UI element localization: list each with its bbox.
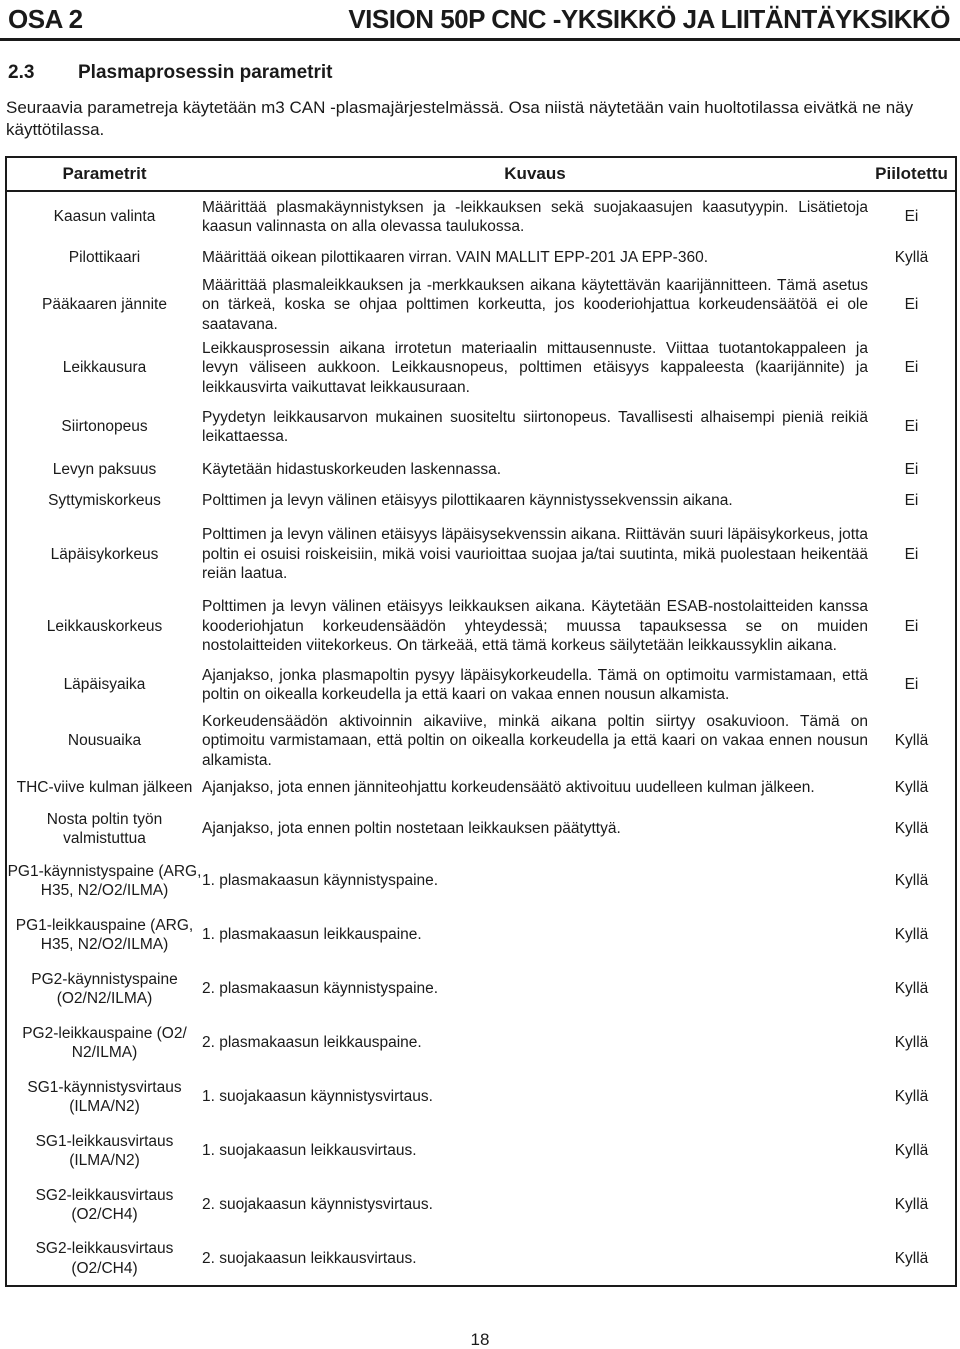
table-row: [6, 962, 956, 1016]
parameter-hidden-flag: Ei: [904, 359, 919, 377]
parameter-description: 2. plasmakaasun leikkauspaine.: [202, 1034, 422, 1052]
table-row: [6, 400, 956, 454]
parameter-description: 1. plasmakaasun leikkauspaine.: [202, 926, 422, 944]
table-row: [6, 908, 956, 962]
table-row: [6, 804, 956, 854]
parameter-name: THC-viive kulman jälkeen: [16, 779, 193, 797]
parameter-description: Korkeudensäädön aktivoinnin aikaviive, minkä aikana poltin siirtyy osakuvioon. Tämä on optimoitu varmistamaan, että poltin on oikealla korkeudella ja että kaari on vakaa ennen nousun alkamista.: [202, 712, 868, 769]
parameter-name: PG2-käynnistyspaine (O2/N2/ILMA): [31, 970, 178, 1007]
parameter-hidden-flag: Kyllä: [894, 732, 929, 750]
parameter-description: Ajanjakso, jonka plasmapoltin pysyy läpäisykorkeudella. Tämä on optimoitu varmistamaan, että poltin on oikealla korkeudella ja että kaari on vakaa ennen nousun alkamista.: [202, 666, 868, 703]
parameter-hidden-flag: Kyllä: [894, 1142, 929, 1160]
parameter-description: Määrittää plasmakäynnistyksen ja -leikkauksen sekä suojakaasujen kaasutyypin. Lisätietoja kaasun valinnasta on alla olevassa taulukossa.: [202, 198, 868, 235]
page-header: [0, 0, 960, 40]
parameter-hidden-flag: Ei: [904, 296, 919, 314]
table-row: [6, 274, 956, 336]
parameter-name: Nousuaika: [67, 732, 142, 750]
parameter-hidden-flag: Kyllä: [894, 1196, 929, 1214]
parameter-description: 2. suojakaasun käynnistysvirtaus.: [202, 1196, 433, 1214]
table-header-row: [6, 157, 956, 191]
parameter-name: Kaasun valinta: [53, 208, 156, 226]
document-title: VISION 50P CNC -YKSIKKÖ JA LIITÄNTÄYKSIKKÖ: [348, 4, 950, 34]
parameter-hidden-flag: Kyllä: [894, 249, 929, 267]
parameter-hidden-flag: Ei: [904, 676, 919, 694]
table-row: [6, 1232, 956, 1286]
table-row: [6, 1124, 956, 1178]
parameter-description: Ajanjakso, jota ennen jänniteohjattu korkeudensäätö aktivoituu uudelleen kulman jälkeen.: [202, 779, 815, 797]
parameter-name: Läpäisyaika: [63, 676, 146, 694]
parameter-name: SG1-leikkausvirtaus (ILMA/N2): [35, 1132, 174, 1169]
parameter-name: SG2-leikkausvirtaus (O2/CH4): [35, 1186, 174, 1223]
parameter-name: Pilottikaari: [68, 249, 141, 267]
table-row: [6, 772, 956, 804]
table-row: [6, 485, 956, 516]
parameter-description: Määrittää plasmaleikkauksen ja -merkkauksen aikana käytettävän kaarijännitteen. Tämä asetus on tärkeä, koska se ohjaa polttimen korkeutta, jos kooderiohjattua korkeudensäätöä ei ole saatavana.: [202, 276, 868, 333]
parameter-name: Leikkausura: [62, 359, 147, 377]
parameter-name: Leikkauskorkeus: [46, 617, 163, 635]
table-row: [6, 242, 956, 274]
column-header-hidden: Piilotettu: [868, 157, 956, 191]
parameter-name: Siirtonopeus: [61, 418, 148, 436]
parameter-name: SG2-leikkausvirtaus (O2/CH4): [35, 1240, 174, 1277]
parameter-name: Levyn paksuus: [52, 460, 157, 478]
parameter-hidden-flag: Kyllä: [894, 872, 929, 890]
parameter-description: Leikkausprosessin aikana irrotetun materiaalin mittausennuste. Viittaa tuotantokappaleen ja levyn väliseen aukkoon. Leikkausnopeus, polttimen etäisyys kappaleesta (kaarijännite) ja leikkausvirta vaikuttavat leikkausuraan.: [202, 339, 868, 396]
parameter-description: Käytetään hidastuskorkeuden laskennassa.: [202, 460, 502, 478]
table-row: [6, 1016, 956, 1070]
section-number: 2.3: [8, 62, 35, 83]
parameter-name: PG2-leikkauspaine (O2/ N2/ILMA): [22, 1024, 187, 1061]
column-header-parameter: Parametrit: [6, 157, 202, 191]
parameter-description: 1. suojakaasun leikkausvirtaus.: [202, 1142, 417, 1160]
parameter-description: Polttimen ja levyn välinen etäisyys leikkauksen aikana. Käytetään ESAB-nostolaitteiden kanssa kooderiohjatun korkeudensäädön yhteydessä; muussa tapauksessa se on muiden nostolaitteiden viitekorkeus. On tärkeää, että tämä korkeus säilytetään leikkaussyklin aikana.: [202, 598, 868, 655]
parameter-description: Määrittää oikean pilottikaaren virran. VAIN MALLIT EPP-201 JA EPP-360.: [202, 249, 709, 267]
parameter-hidden-flag: Ei: [904, 491, 919, 509]
table-row: [6, 854, 956, 908]
parameter-name: Läpäisykorkeus: [50, 545, 159, 563]
parameter-hidden-flag: Kyllä: [894, 1088, 929, 1106]
table-row: [6, 593, 956, 660]
parameter-hidden-flag: Kyllä: [894, 980, 929, 998]
parameter-hidden-flag: Ei: [904, 418, 919, 436]
parameter-description: Ajanjakso, jota ennen poltin nostetaan leikkauksen päätyttyä.: [202, 820, 621, 838]
table-row: [6, 1178, 956, 1232]
table-row: [6, 710, 956, 772]
parameter-name: Nosta poltin työn valmistuttua: [46, 810, 163, 847]
intro-paragraph: Seuraavia parametreja käytetään m3 CAN -plasmajärjestelmässä. Osa niistä näytetään vain huoltotilassa eivätkä ne näy käyttötilassa.: [6, 98, 914, 139]
parameter-hidden-flag: Kyllä: [894, 1034, 929, 1052]
page-number: 18: [470, 1330, 490, 1349]
parameter-name: PG1-leikkauspaine (ARG, H35, N2/O2/ILMA): [15, 916, 194, 953]
parameter-name: SG1-käynnistysvirtaus (ILMA/N2): [27, 1078, 182, 1115]
parameter-hidden-flag: Kyllä: [894, 779, 929, 797]
parameter-description: 1. plasmakaasun käynnistyspaine.: [202, 872, 439, 890]
parameter-name: Pääkaaren jännite: [42, 296, 167, 314]
table-row: [6, 516, 956, 593]
parameter-hidden-flag: Ei: [904, 208, 919, 226]
parameters-table: [5, 156, 957, 1287]
table-row: [6, 1070, 956, 1124]
section-title: Plasmaprosessin parametrit: [78, 62, 333, 83]
table-body: [6, 191, 956, 1286]
parameter-description: 1. suojakaasun käynnistysvirtaus.: [202, 1088, 433, 1106]
parameter-hidden-flag: Ei: [904, 460, 919, 478]
parameter-hidden-flag: Kyllä: [894, 820, 929, 838]
parameter-hidden-flag: Kyllä: [894, 1249, 929, 1267]
header-divider: [0, 38, 960, 41]
table-row: [6, 660, 956, 710]
parameter-description: Polttimen ja levyn välinen etäisyys pilottikaaren käynnistyssekvenssin aikana.: [202, 491, 733, 509]
section-heading: [8, 62, 333, 84]
parameter-description: 2. suojakaasun leikkausvirtaus.: [202, 1249, 417, 1267]
parameter-description: 2. plasmakaasun käynnistyspaine.: [202, 980, 439, 998]
parameter-hidden-flag: Kyllä: [894, 926, 929, 944]
parameter-name: Syttymiskorkeus: [48, 491, 161, 509]
section-label: OSA 2: [8, 4, 83, 34]
table-row: [6, 191, 956, 242]
parameter-description: Polttimen ja levyn välinen etäisyys läpäisysekvenssin aikana. Riittävän suuri läpäisykorkeus, jotta poltin ei osuisi roiskeisiin, mikä voisi vaurioittaa suojaa ja/tai suutinta, mikä puolestaan heikentää reiän laatua.: [202, 526, 868, 583]
parameter-hidden-flag: Ei: [904, 545, 919, 563]
parameter-name: PG1-käynnistyspaine (ARG, H35, N2/O2/ILMA): [7, 862, 202, 899]
table-row: [6, 454, 956, 485]
parameter-hidden-flag: Ei: [904, 617, 919, 635]
table-row: [6, 336, 956, 400]
column-header-description: Kuvaus: [202, 157, 868, 191]
parameter-description: Pyydetyn leikkausarvon mukainen suositeltu siirtonopeus. Tavallisesti alhaisempi pieniä reikiä leikattaessa.: [202, 408, 868, 445]
